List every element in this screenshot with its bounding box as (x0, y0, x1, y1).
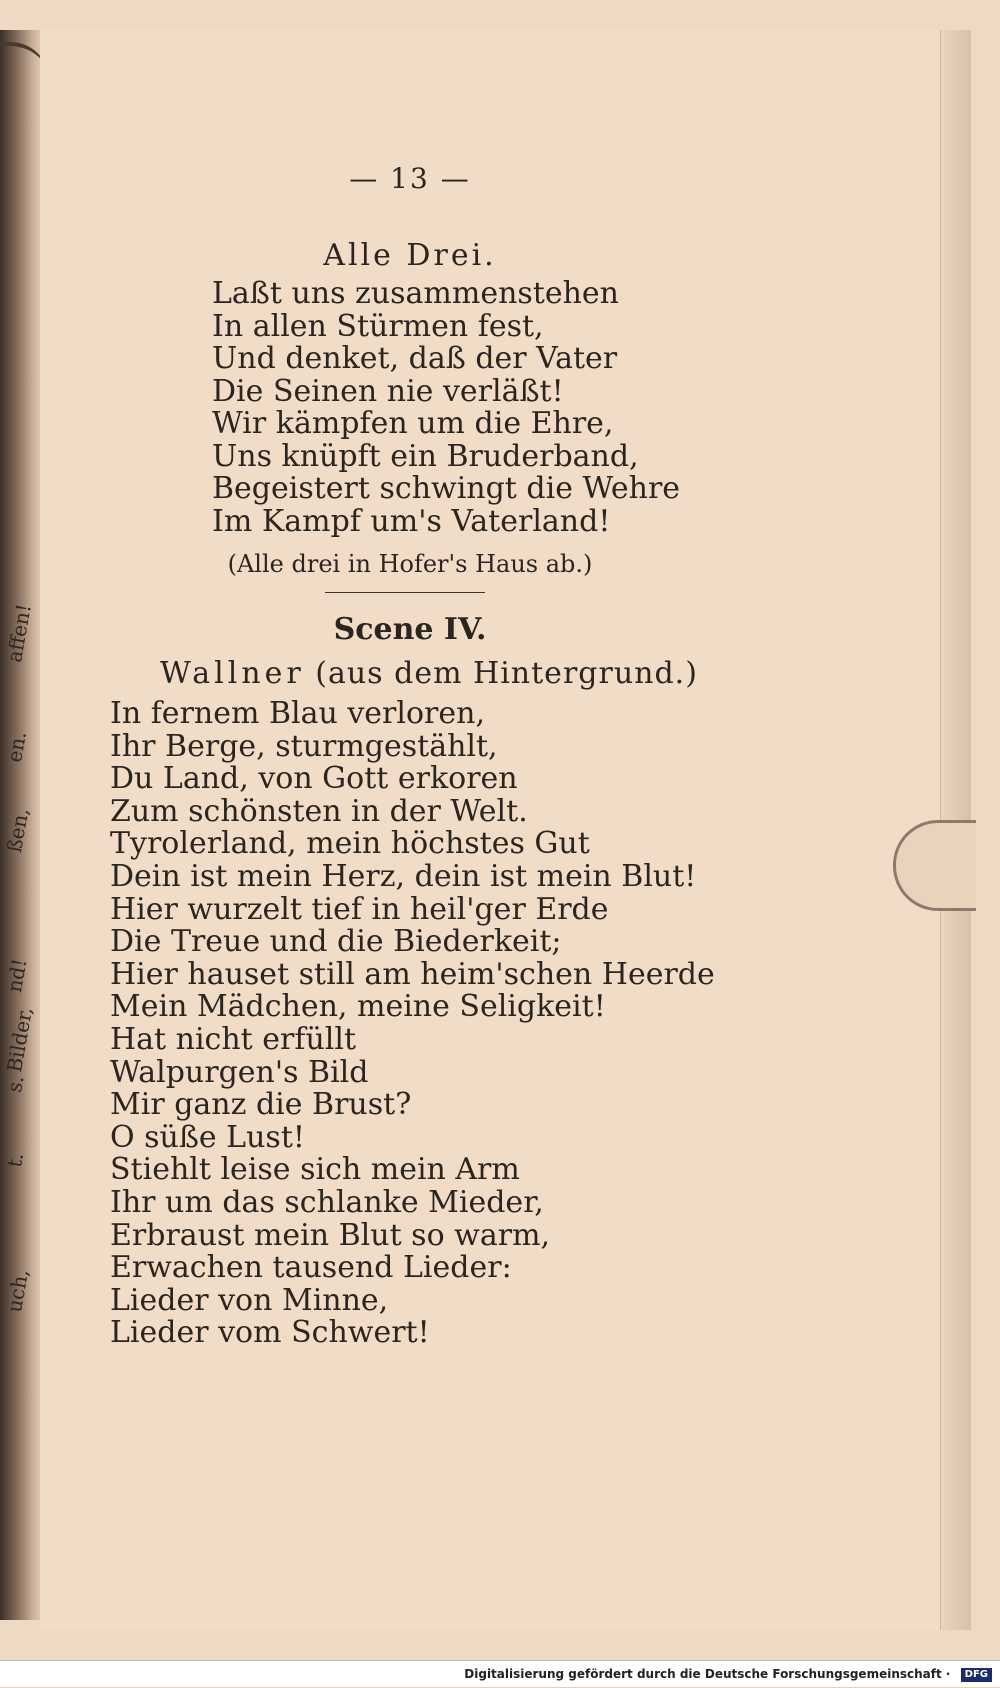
verse-line: Die Treue und die Biederkeit; (110, 924, 562, 960)
verse-line: Lieder von Minne, (110, 1282, 389, 1318)
verse-line: Du Land, von Gott erkoren (110, 761, 518, 797)
verse-line: Mein Mädchen, meine Seligkeit! (110, 989, 606, 1025)
verse-line: Hier hauset still am heim'schen Heerde (110, 956, 715, 992)
bleed-text: s. (2, 1073, 29, 1095)
bleed-text: en. (2, 729, 32, 765)
speaker-heading (160, 656, 698, 691)
verse-line: Ihr um das schlanke Mieder, (110, 1184, 544, 1220)
verse-line: Die Seinen nie verläßt! (212, 373, 564, 409)
bleed-text: t. (2, 1150, 29, 1170)
verse-line: Tyrolerland, mein höchstes Gut (110, 826, 590, 862)
verse-line: Zum schönsten in der Welt. (110, 793, 528, 829)
verse-line: Dein ist mein Herz, dein ist mein Blut! (110, 858, 697, 894)
verse-stanza-1 (212, 278, 680, 538)
section-divider (325, 592, 485, 593)
bleed-text: Bilder, (2, 1005, 38, 1075)
bleed-text: nd! (2, 956, 32, 995)
speaker-name: Wallner (160, 656, 305, 691)
verse-line: Wir kämpfen um die Ehre, (212, 406, 614, 441)
bleed-text: ßen, (2, 806, 34, 855)
verse-line: Lieder vom Schwert! (110, 1315, 430, 1351)
speaker-direction: (aus dem Hintergrund.) (315, 656, 698, 691)
verse-line: Begeistert schwingt die Wehre (212, 471, 681, 506)
footer-credit: Digitalisierung gefördert durch die Deutsche Forschungsgemeinschaft · (464, 1667, 951, 1681)
verse-line: Laßt uns zusammenstehen (212, 276, 619, 311)
page-number: — 13 — (349, 162, 471, 195)
bleed-text: uch, (2, 1267, 34, 1315)
verse-line: Ihr Berge, sturmgestählt, (110, 728, 498, 764)
verse-line: Im Kampf um's Vaterland! (212, 503, 611, 539)
verse-line: Walpurgen's Bild (110, 1054, 369, 1090)
verse-line: Stiehlt leise sich mein Arm (110, 1152, 520, 1188)
verse-line: Mir ganz die Brust? (110, 1087, 412, 1123)
dfg-logo: DFG (961, 1668, 992, 1682)
verse-line: Erbraust mein Blut so warm, (110, 1217, 551, 1253)
scene-title: Scene IV. (333, 612, 487, 647)
verse-line: In fernem Blau verloren, (110, 696, 485, 731)
verse-line: Hat nicht erfüllt (110, 1021, 357, 1057)
verse-line: Und denket, daß der Vater (212, 341, 618, 376)
verse-line: Hier wurzelt tief in heil'ger Erde (110, 891, 609, 927)
verse-line: Erwachen tausend Lieder: (110, 1250, 512, 1286)
verse-stanza-2 (110, 698, 715, 1350)
digitization-footer (0, 1660, 1000, 1687)
bleed-text: affen! (2, 602, 36, 665)
verse-line: O süße Lust! (110, 1119, 305, 1155)
verse-line: In allen Stürmen fest, (212, 308, 544, 344)
verse-line: Uns knüpft ein Bruderband, (212, 438, 639, 474)
stage-direction: (Alle drei in Hofer's Haus ab.) (227, 550, 593, 578)
speaker-heading: Alle Drei. (323, 238, 497, 273)
